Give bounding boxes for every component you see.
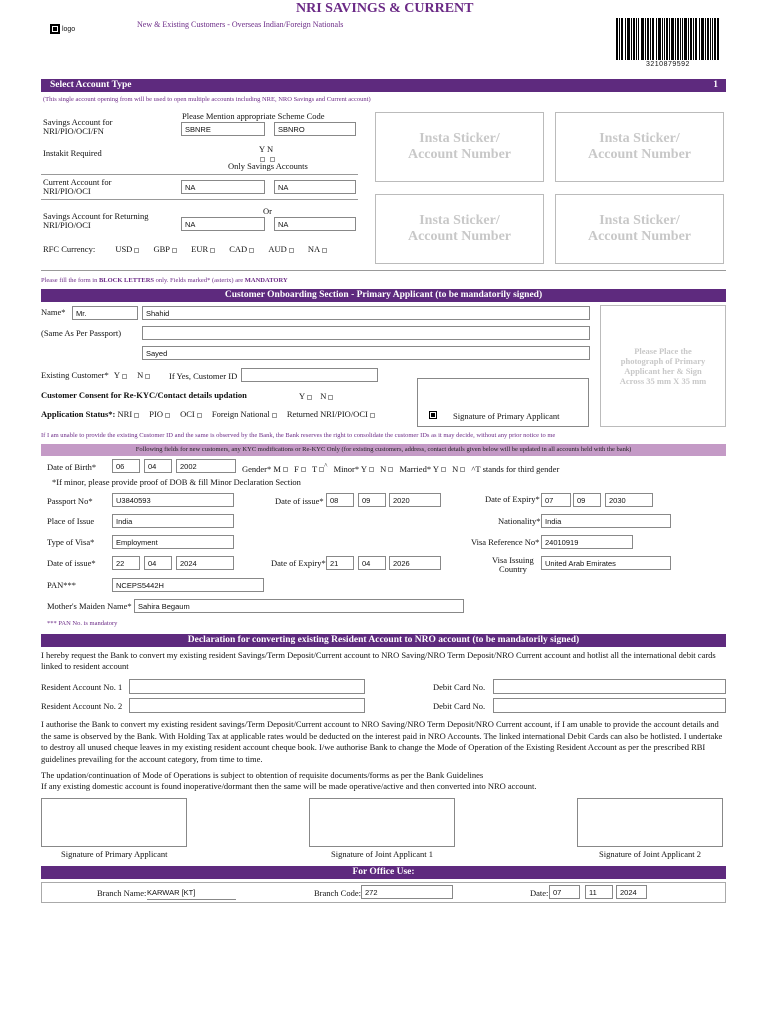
divider	[41, 270, 726, 271]
passport-doi-label: Date of issue*	[275, 496, 324, 506]
section-title: Select Account Type	[50, 80, 132, 90]
minor-note: *If minor, please provide proof of DOB & fill Minor Declaration Section	[52, 477, 301, 487]
gender-t[interactable]: T ^	[311, 462, 328, 474]
mother-name-label: Mother's Maiden Name*	[47, 601, 132, 611]
passport-doi-year[interactable]: 2020	[389, 493, 441, 507]
branch-name-label: Branch Name:	[97, 888, 147, 898]
rfc-usd[interactable]: USD	[115, 244, 139, 254]
barcode-image	[616, 18, 720, 60]
passport-no-field[interactable]: U3840593	[112, 493, 234, 507]
kyc-bar: Following fields for new customers, any KYC modifications or Re-KYC Only (for existing customers, address, contact details given below will be updated in all accounts held with the bank)	[41, 444, 726, 456]
section-bar-office-use: For Office Use:	[41, 866, 726, 879]
resident-account-2-label: Resident Account No. 2	[41, 701, 123, 711]
consent-yn[interactable]: Y N	[299, 391, 333, 401]
status-oci[interactable]: OCI	[180, 409, 202, 419]
signature-primary-label: Signature of Primary Applicant	[61, 849, 168, 859]
declaration-paragraph-2: The updation/continuation of Mode of Operations is subject to obtention of requisite documents/forms as per the Bank Guidelines	[41, 770, 484, 780]
minor-n[interactable]: N	[380, 464, 393, 474]
declaration-paragraph-3: If any existing domestic account is found inoperative/dormant then the same will be made operative/active and then converted into NRO account.	[41, 781, 537, 791]
office-date-month[interactable]: 11	[585, 885, 613, 899]
pan-field[interactable]: NCEPS5442H	[112, 578, 264, 592]
customer-id-field[interactable]	[241, 368, 378, 382]
gender-f[interactable]: F	[294, 464, 306, 474]
page-title: NRI SAVINGS & CURRENT	[296, 1, 474, 16]
returning-code-2-field[interactable]: NA	[274, 217, 356, 231]
customer-id-label: If Yes, Customer ID	[169, 371, 238, 381]
visa-doi-year[interactable]: 2024	[176, 556, 234, 570]
passport-no-label: Passport No*	[47, 496, 93, 506]
passport-doe-label: Date of Expiry*	[485, 494, 540, 504]
passport-doe-month[interactable]: 09	[573, 493, 601, 507]
scheme-code-label: Please Mention appropriate Scheme Code	[182, 111, 325, 121]
debit-card-1-field[interactable]	[493, 679, 726, 694]
page-subtitle: New & Existing Customers - Overseas Indian/Foreign Nationals	[137, 20, 344, 29]
existing-y[interactable]: Y	[114, 370, 127, 380]
visa-ref-label: Visa Reference No*	[471, 537, 540, 547]
branch-code-field[interactable]: 272	[361, 885, 453, 899]
section-bar-account-type	[41, 79, 726, 92]
visa-country-label-1: Visa Issuing	[492, 555, 534, 565]
section-number: 1	[713, 80, 718, 90]
consent-n-checkbox[interactable]	[328, 395, 333, 400]
married-n[interactable]: N	[452, 464, 465, 474]
insta-sticker-3: Insta Sticker/ Account Number	[375, 194, 544, 264]
dob-day-field[interactable]: 06	[112, 459, 140, 473]
logo-text: logo	[61, 25, 76, 33]
existing-customer-row: Existing Customer* Y N	[41, 370, 150, 380]
signature-primary-box[interactable]	[41, 798, 187, 847]
account-type-note: (This single account opening from will be used to open multiple accounts including NRE, NRO Savings and Current account)	[43, 96, 371, 103]
pan-note: *** PAN No. is mandatory	[47, 620, 118, 627]
visa-doe-month[interactable]: 04	[358, 556, 386, 570]
only-savings-label: Only Savings Accounts	[228, 161, 308, 171]
salutation-field[interactable]: Mr.	[72, 306, 138, 320]
consent-y-checkbox[interactable]	[307, 395, 312, 400]
visa-ref-field[interactable]: 24010919	[541, 535, 633, 549]
logo	[50, 24, 75, 34]
gender-row: Gender* M F T ^ Minor* Y N Married* Y N ^T stands for third gender	[242, 462, 560, 474]
married-y[interactable]: Y	[433, 464, 446, 474]
rfc-gbp[interactable]: GBP	[153, 244, 177, 254]
branch-code-label: Branch Code:	[314, 888, 361, 898]
section-bar-onboarding: Customer Onboarding Section - Primary Applicant (to be mandatorily signed)	[41, 289, 726, 302]
passport-doe-day[interactable]: 07	[541, 493, 571, 507]
rfc-currency-row	[43, 244, 327, 254]
primary-signature-box[interactable]	[417, 378, 589, 427]
resident-account-2-field[interactable]	[129, 698, 365, 713]
scheme-code-2-field[interactable]: SBNRO	[274, 122, 356, 136]
visa-doe-year[interactable]: 2026	[389, 556, 441, 570]
consolidate-note: If I am unable to provide the existing Customer ID and the same is observed by the Bank, the Bank reserves the right to consolidate the customer IDs as it may decide, without any prior notice to me	[41, 432, 556, 439]
dob-month-field[interactable]: 04	[144, 459, 172, 473]
status-pio[interactable]: PIO	[149, 409, 170, 419]
insta-sticker-1: Insta Sticker/ Account Number	[375, 112, 544, 182]
returning-code-1-field[interactable]: NA	[181, 217, 265, 231]
visa-doi-label: Date of issue*	[47, 558, 96, 568]
resident-account-1-field[interactable]	[129, 679, 365, 694]
resident-account-1-label: Resident Account No. 1	[41, 682, 123, 692]
nationality-label: Nationality*	[498, 516, 541, 526]
returning-label-1: Savings Account for Returning	[43, 211, 149, 221]
signature-joint-2-box[interactable]	[577, 798, 723, 847]
savings-label-2: NRI/PIO/OCI/FN	[43, 126, 104, 136]
place-of-issue-field[interactable]: India	[112, 514, 234, 528]
visa-country-label-2: Country	[499, 564, 527, 574]
section-bar-declaration: Declaration for converting existing Resident Account to NRO account (to be mandatorily signed)	[41, 634, 726, 647]
rfc-cad[interactable]: CAD	[229, 244, 254, 254]
branch-name-field[interactable]: KARWAR [KT]	[147, 886, 236, 900]
instakit-label: Instakit Required	[43, 148, 102, 158]
current-code-2-field[interactable]: NA	[274, 180, 356, 194]
office-date-label: Date:	[530, 888, 549, 898]
middle-name-field[interactable]	[142, 326, 590, 340]
dob-year-field[interactable]: 2002	[176, 459, 236, 473]
signature-joint-1-label: Signature of Joint Applicant 1	[331, 849, 433, 859]
declaration-paragraph-1: I authorise the Bank to convert my existing resident savings/Term Deposit/Current account to NRO Saving/NRO Term Deposit/NRO Current account, if I am unable to provide the account details and the same is observed by the Bank. With Holding Tax at applicable rates would be deducted on the interest paid in NRO Accounts. The linked international Debit Cards can also be hotlisted. I undertake to destroy all unused cheque leaves in my existing resident account cheque book. I/we authorise Bank to change the Mode of Operation of the Existing Resident Account as per the prescribed RBI guidelines prevailing for the account category, from time to time.	[41, 719, 723, 764]
insta-sticker-4: Insta Sticker/ Account Number	[555, 194, 724, 264]
passport-doi-day[interactable]: 08	[326, 493, 354, 507]
rfc-eur[interactable]: EUR	[191, 244, 215, 254]
consent-label: Customer Consent for Re-KYC/Contact details updation	[41, 390, 247, 400]
debit-card-2-field[interactable]	[493, 698, 726, 713]
visa-doi-day[interactable]: 22	[112, 556, 140, 570]
scheme-code-1-field[interactable]: SBNRE	[181, 122, 265, 136]
current-label-1: Current Account for	[43, 177, 112, 187]
rfc-na[interactable]: NA	[308, 244, 327, 254]
office-date-day[interactable]: 07	[549, 885, 580, 899]
place-of-issue-label: Place of Issue	[47, 516, 95, 526]
gender-m[interactable]: M	[273, 464, 288, 474]
signature-icon	[429, 411, 437, 419]
first-name-field[interactable]: Shahid	[142, 306, 590, 320]
pan-label: PAN***	[47, 580, 76, 590]
visa-doe-label: Date of Expiry*	[271, 558, 326, 568]
status-nri[interactable]: NRI	[118, 409, 140, 419]
barcode	[616, 18, 720, 60]
debit-card-2-label: Debit Card No.	[433, 701, 486, 711]
visa-type-field[interactable]: Employment	[112, 535, 234, 549]
logo-icon	[50, 24, 60, 34]
current-code-1-field[interactable]: NA	[181, 180, 265, 194]
divider	[41, 199, 358, 200]
or-label: Or	[263, 206, 272, 216]
office-date-year[interactable]: 2024	[616, 885, 647, 899]
divider	[41, 174, 358, 175]
last-name-field[interactable]: Sayed	[142, 346, 590, 360]
signature-joint-1-box[interactable]	[309, 798, 455, 847]
savings-label-1: Savings Account for	[43, 117, 113, 127]
primary-signature-label: Signature of Primary Applicant	[453, 411, 560, 421]
instakit-yn: Y N	[259, 144, 274, 154]
minor-y[interactable]: Y	[361, 464, 374, 474]
current-label-2: NRI/PIO/OCI	[43, 186, 91, 196]
photo-box: Please Place the photograph of Primary Applicant her & Sign Across 35 mm X 35 mm	[600, 305, 726, 427]
passport-doe-year[interactable]: 2030	[605, 493, 653, 507]
debit-card-1-label: Debit Card No.	[433, 682, 486, 692]
visa-doe-day[interactable]: 21	[326, 556, 354, 570]
visa-doi-month[interactable]: 04	[144, 556, 172, 570]
signature-joint-2-label: Signature of Joint Applicant 2	[599, 849, 701, 859]
visa-type-label: Type of Visa*	[47, 537, 95, 547]
passport-doi-month[interactable]: 09	[358, 493, 386, 507]
name-label: Name*	[41, 307, 66, 317]
mother-name-field[interactable]: Sahira Begaum	[134, 599, 464, 613]
application-status-row: Application Status*: NRI PIO OCI Foreign National Returned NRI/PIO/OCI	[41, 409, 375, 419]
insta-sticker-2: Insta Sticker/ Account Number	[555, 112, 724, 182]
existing-n[interactable]: N	[137, 370, 150, 380]
returning-label-2: NRI/PIO/OCI	[43, 220, 91, 230]
nationality-field[interactable]: India	[541, 514, 671, 528]
instructions-note: Please fill the form in BLOCK LETTERS only. Fields marked* (asterix) are MANDATORY	[41, 277, 288, 284]
rfc-label: RFC Currency:	[43, 244, 96, 254]
status-foreign-national[interactable]: Foreign National	[212, 409, 277, 419]
declaration-intro: I hereby request the Bank to convert my existing resident Savings/Term Deposit/Current account to NRO Saving/NRO Term Deposit/NRO Current account and hotlist all the international debit cards linked to resident account	[41, 650, 716, 671]
visa-country-field[interactable]: United Arab Emirates	[541, 556, 671, 570]
barcode-number: 3210879592	[646, 61, 690, 68]
status-returned-nri[interactable]: Returned NRI/PIO/OCI	[287, 409, 375, 419]
passport-note: (Same As Per Passport)	[41, 328, 122, 338]
dob-label: Date of Birth*	[47, 462, 97, 472]
rfc-aud[interactable]: AUD	[268, 244, 293, 254]
